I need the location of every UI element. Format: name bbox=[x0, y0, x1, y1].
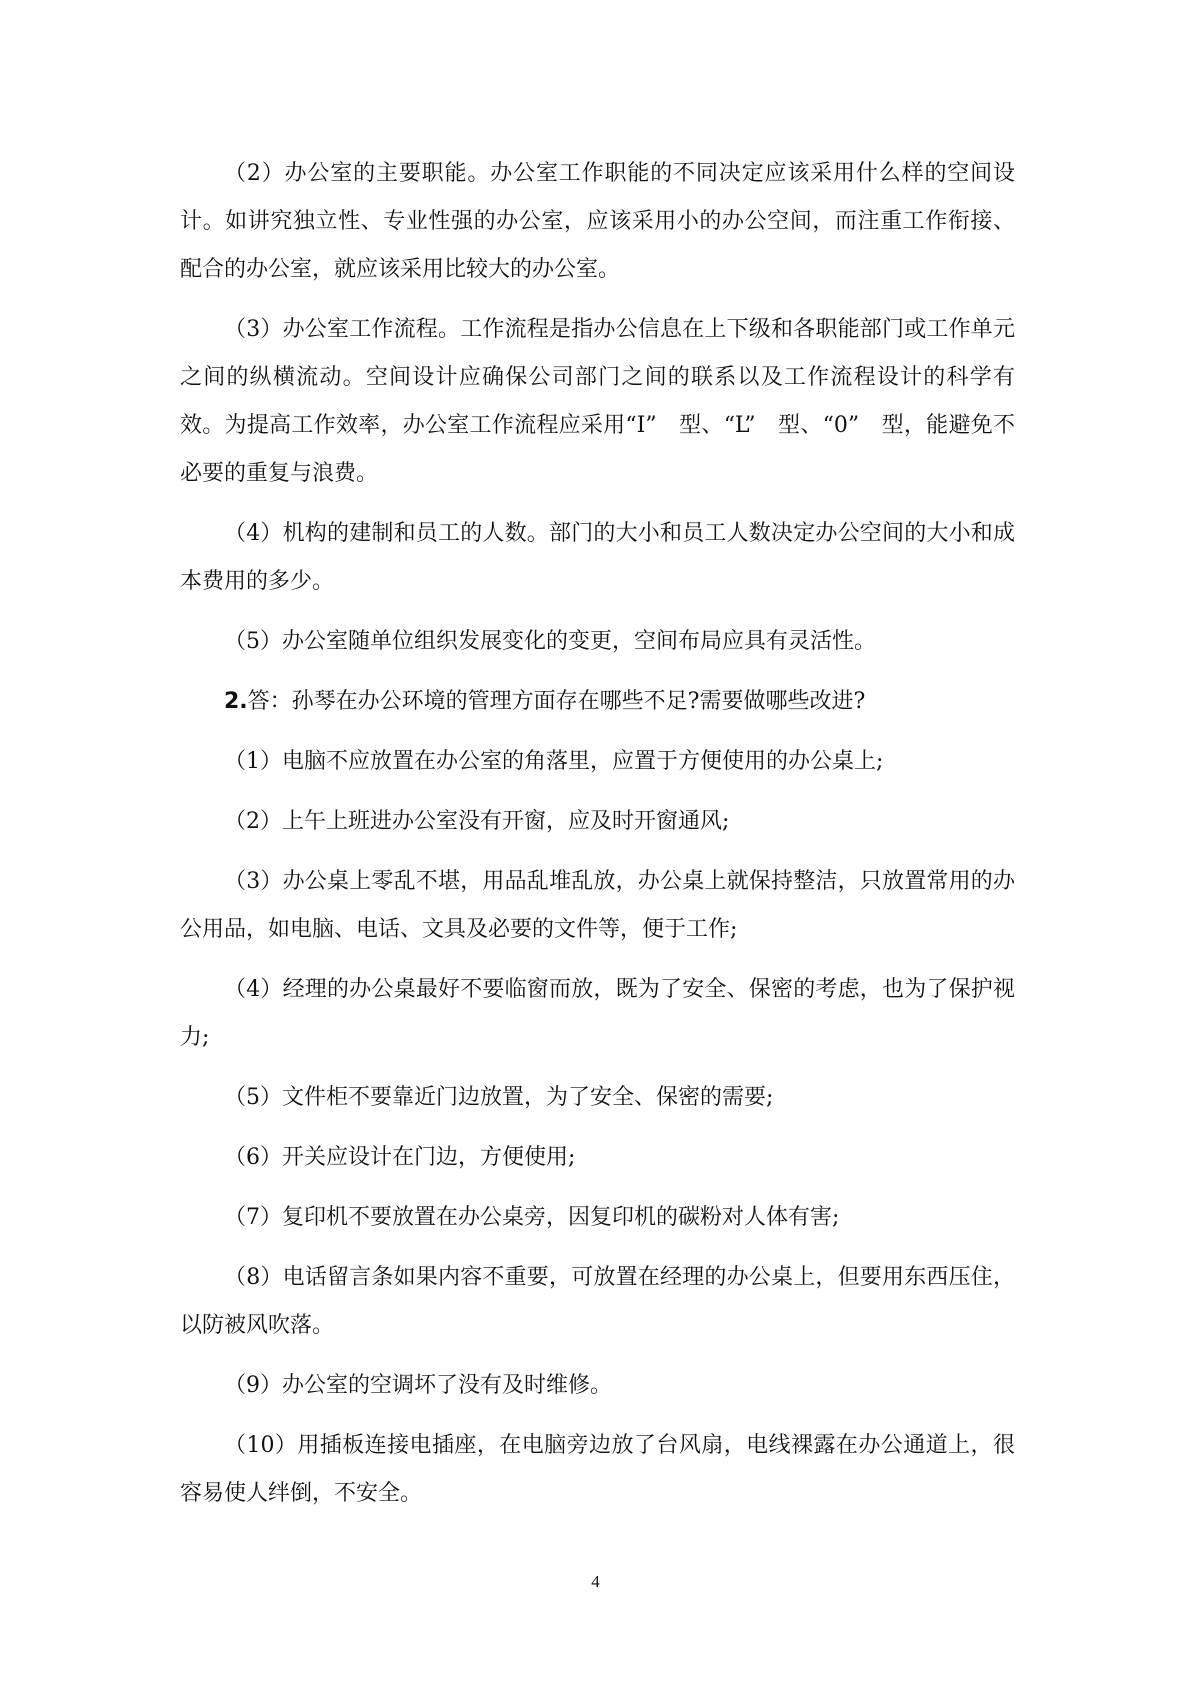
list-item: （2）上午上班进办公室没有开窗，应及时开窗通风; bbox=[224, 809, 730, 834]
paragraph-flexibility: （5）办公室随单位组织发展变化的变更，空间布局应具有灵活性。 bbox=[224, 629, 876, 654]
answer-2-label: 2. bbox=[224, 689, 248, 714]
list-item: （5）文件柜不要靠近门边放置，为了安全、保密的需要; bbox=[224, 1085, 774, 1110]
answer-2-text: 答：孙琴在办公环境的管理方面存在哪些不足?需要做哪些改进? bbox=[247, 689, 866, 714]
document-body bbox=[180, 150, 1015, 1530]
paragraph-office-functions: （2）办公室的主要职能。办公室工作职能的不同决定应该采用什么样的空间设计。如讲究独立性、专业性强的办公室，应该采用小的办公空间，而注重工作衔接、配合的办公室，就应该采用比较大的办公室。 bbox=[180, 161, 1015, 282]
list-item: （8）电话留言条如果内容不重要，可放置在经理的办公桌上，但要用东西压住，以防被风吹落。 bbox=[180, 1265, 1015, 1338]
paragraph-staff-count: （4）机构的建制和员工的人数。部门的大小和员工人数决定办公空间的大小和成本费用的多少。 bbox=[180, 521, 1015, 594]
answer-2-heading bbox=[180, 678, 1015, 726]
list-item: （9）办公室的空调坏了没有及时维修。 bbox=[224, 1373, 612, 1398]
page-number: 4 bbox=[591, 1572, 600, 1591]
paragraph-work-flow: （3）办公室工作流程。工作流程是指办公信息在上下级和各职能部门或工作单元之间的纵横流动。空间设计应确保公司部门之间的联系以及工作流程设计的科学有效。为提高工作效率，办公室工作流程应采用“I” 型、“L” 型、“0” 型，能避免不必要的重复与浪费。 bbox=[180, 317, 1015, 486]
list-item: （4）经理的办公桌最好不要临窗而放，既为了安全、保密的考虑，也为了保护视力; bbox=[180, 977, 1015, 1050]
list-item: （3）办公桌上零乱不堪，用品乱堆乱放，办公桌上就保持整洁，只放置常用的办公用品，如电脑、电话、文具及必要的文件等，便于工作; bbox=[180, 869, 1015, 942]
list-item: （6）开关应设计在门边，方便使用; bbox=[224, 1145, 576, 1170]
list-item: （1）电脑不应放置在办公室的角落里，应置于方便使用的办公桌上; bbox=[224, 749, 884, 774]
list-item: （10）用插板连接电插座，在电脑旁边放了台风扇，电线裸露在办公通道上，很容易使人绊倒，不安全。 bbox=[180, 1433, 1015, 1506]
list-item: （7）复印机不要放置在办公桌旁，因复印机的碳粉对人体有害; bbox=[224, 1205, 840, 1230]
